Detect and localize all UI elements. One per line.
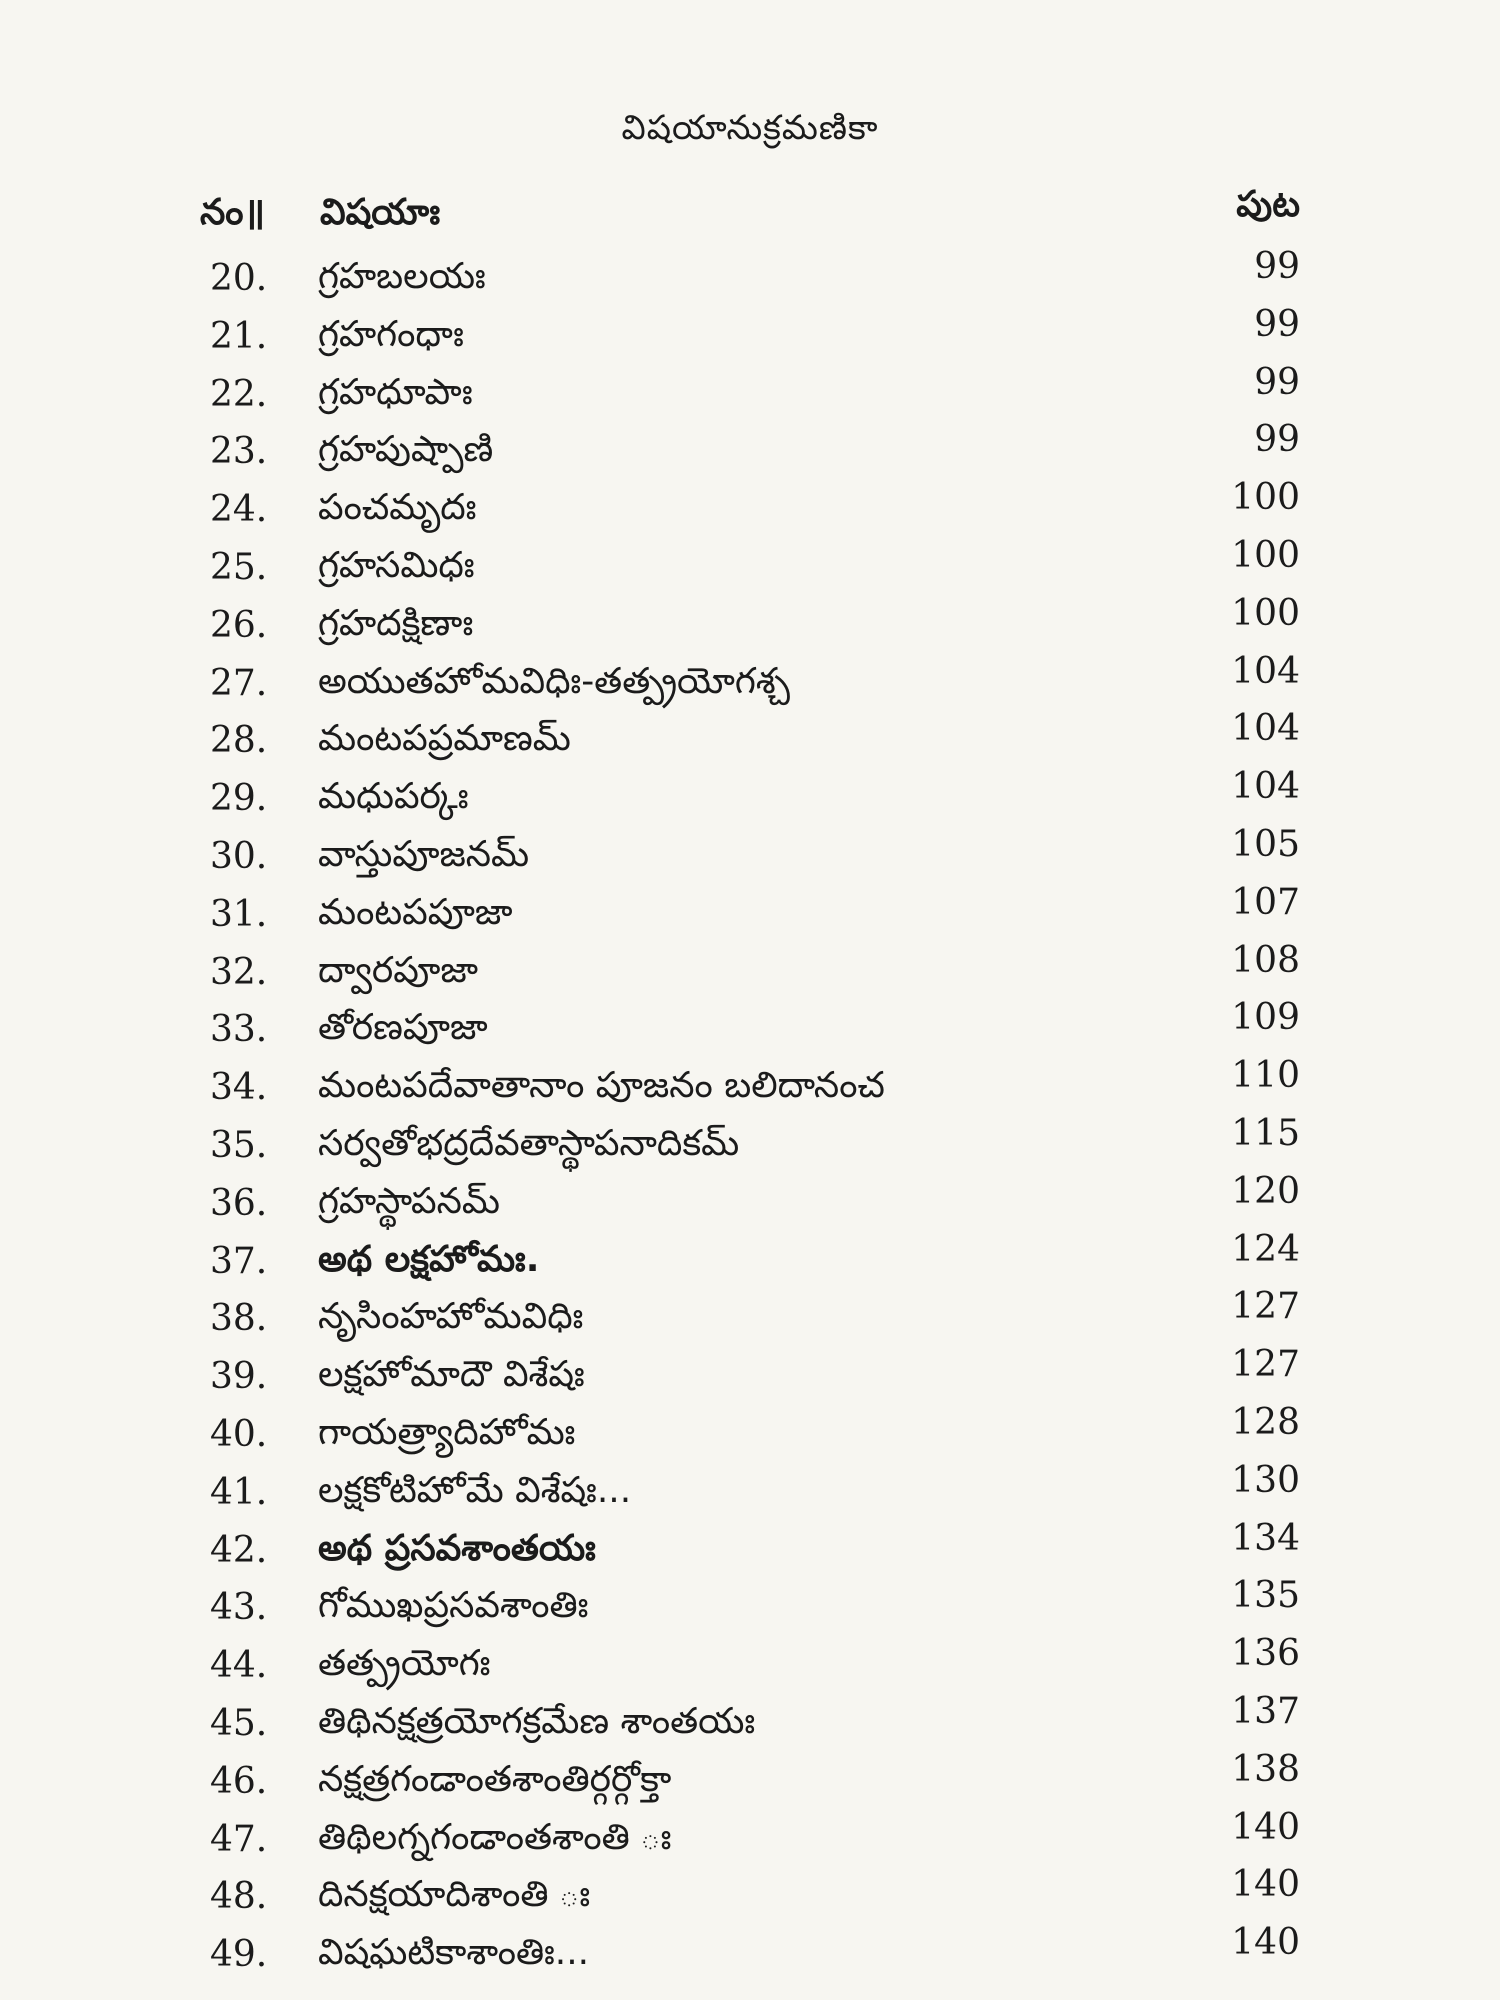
entry-subject: మంటపదేవాతానాం పూజనం బలిదానంచ [318, 1065, 885, 1107]
entry-number: 34. [210, 1067, 268, 1109]
entry-number: 29. [210, 778, 268, 820]
entry-number: 25. [210, 546, 268, 588]
entry-page-number: 138 [1231, 1748, 1300, 1790]
entry-subject: సర్వతోభద్రదేవతాస్థాపనాదికమ్ [318, 1122, 740, 1164]
entry-page-number: 128 [1231, 1401, 1300, 1443]
entry-subject: లక్షహోమాదౌ విశేషః [318, 1354, 585, 1396]
toc-entry [200, 1517, 1300, 1580]
section-heading: అథ ప్రసవశాంతయః [318, 1527, 596, 1569]
toc-entry [200, 1633, 1300, 1695]
entry-number: 20. [210, 258, 268, 299]
entry-subject: గాయత్ర్యాదిహోమః [318, 1411, 576, 1453]
entry-page-number: 99 [1254, 419, 1300, 461]
toc-entry [200, 1112, 1300, 1175]
toc-entry [200, 419, 1300, 481]
entry-page-number: 136 [1231, 1633, 1300, 1675]
entry-subject: అయుతహోమవిధిః-తత్ప్రయోగశ్చ [318, 660, 790, 702]
entry-subject: గ్రహస్థాపనమ్ [318, 1180, 501, 1222]
toc-entry [200, 1806, 1300, 1869]
entry-page-number: 99 [1254, 303, 1300, 345]
entry-page-number: 100 [1231, 534, 1300, 576]
entry-subject: గ్రహగంధాః [318, 313, 464, 355]
toc-entry [200, 1690, 1300, 1753]
entry-subject: గ్రహబలయః [318, 256, 486, 297]
toc-entry [200, 1575, 1300, 1637]
toc-entry [200, 303, 1300, 366]
toc-entry [200, 823, 1300, 886]
entry-subject: దినక్షయాదిశాంతి ః [318, 1874, 591, 1916]
entry-number: 41. [210, 1471, 268, 1513]
entry-number: 37. [210, 1240, 268, 1282]
entry-page-number: 104 [1231, 650, 1300, 692]
entry-page-number: 109 [1231, 997, 1300, 1039]
toc-entry [200, 592, 1300, 655]
toc-entry [200, 534, 1300, 597]
entry-number: 23. [210, 431, 268, 473]
entry-number: 33. [210, 1009, 268, 1051]
entry-subject: వాస్తుపూజనమ్ [318, 833, 530, 875]
entry-subject: మంటపప్రమాణమ్ [318, 718, 571, 760]
entry-subject: తోరణపూజా [318, 1007, 488, 1049]
entry-number: 35. [210, 1124, 268, 1166]
entry-subject: తిథిలగ్నగండాంతశాంతి ః [318, 1816, 672, 1858]
entry-page-number: 105 [1231, 823, 1300, 865]
entry-subject: గ్రహపుష్పాణి [318, 429, 494, 471]
toc-entry [200, 1401, 1300, 1464]
toc-entry [200, 1344, 1300, 1406]
toc-entry [200, 1459, 1300, 1522]
subject-column-header: విషయాః [320, 192, 441, 233]
toc-entry [200, 1864, 1300, 1926]
entry-page-number: 104 [1231, 708, 1300, 750]
entry-page-number: 140 [1231, 1864, 1300, 1906]
table-of-contents [200, 246, 1300, 1984]
entry-page-number: 140 [1231, 1806, 1300, 1848]
entry-number: 36. [210, 1182, 268, 1224]
toc-entry [200, 1055, 1300, 1117]
entry-page-number: 99 [1254, 246, 1300, 287]
toc-entry [200, 1228, 1300, 1291]
toc-entry [200, 997, 1300, 1059]
entry-page-number: 108 [1231, 939, 1300, 981]
entry-subject: పంచమృదః [318, 487, 477, 529]
toc-entry [200, 881, 1300, 944]
entry-number: 32. [210, 951, 268, 993]
entry-number: 46. [210, 1760, 268, 1802]
entry-page-number: 110 [1231, 1055, 1300, 1097]
entry-page-number: 135 [1231, 1575, 1300, 1617]
entry-number: 28. [210, 720, 268, 762]
entry-number: 22. [210, 373, 268, 415]
page-column-header: పుట [1236, 184, 1300, 225]
entry-page-number: 107 [1231, 881, 1300, 923]
entry-number: 38. [210, 1298, 268, 1340]
entry-number: 48. [210, 1876, 268, 1918]
entry-subject: గ్రహదక్షిణాః [318, 602, 474, 644]
entry-number: 30. [210, 835, 268, 877]
entry-subject: మధుపర్కః [318, 776, 469, 818]
entry-page-number: 120 [1231, 1170, 1300, 1212]
toc-entry [200, 1170, 1300, 1233]
entry-number: 31. [210, 893, 268, 935]
entry-subject: నృసింహహోమవిధిః [318, 1296, 584, 1338]
entry-number: 21. [210, 315, 268, 357]
entry-number: 43. [210, 1587, 268, 1629]
entry-number: 26. [210, 604, 268, 646]
entry-subject: మంటపపూజా [318, 891, 513, 933]
section-heading: అథ లక్షహోమః. [318, 1238, 540, 1280]
entry-page-number: 99 [1254, 361, 1300, 403]
toc-entry [200, 1922, 1300, 1984]
toc-entry [200, 361, 1300, 424]
entry-subject: గ్రహసమిధః [318, 544, 475, 586]
entry-page-number: 115 [1231, 1112, 1300, 1154]
entry-number: 47. [210, 1818, 268, 1860]
toc-entry [200, 1286, 1300, 1348]
entry-page-number: 130 [1231, 1459, 1300, 1501]
toc-entry [200, 650, 1300, 713]
entry-number: 39. [210, 1356, 268, 1398]
entry-subject: నక్షత్రగండాంతశాంతిర్గర్గోక్తా [318, 1758, 672, 1800]
entry-page-number: 127 [1231, 1344, 1300, 1386]
entry-page-number: 140 [1231, 1922, 1300, 1964]
entry-subject: లక్షకోటిహోమే విశేషః... [318, 1469, 632, 1511]
toc-entry [200, 477, 1300, 539]
entry-number: 49. [210, 1934, 268, 1976]
entry-subject: తత్ప్రయోగః [318, 1643, 491, 1685]
toc-entry [200, 1748, 1300, 1811]
entry-subject: గ్రహధూపాః [318, 371, 473, 413]
toc-entry [200, 246, 1300, 308]
toc-header-row [200, 184, 1300, 252]
entry-page-number: 100 [1231, 477, 1300, 519]
entry-subject: విషఘటికాశాంతిః... [318, 1932, 590, 1974]
entry-page-number: 100 [1231, 592, 1300, 634]
entry-number: 45. [210, 1702, 268, 1744]
number-column-header: నం॥ [200, 192, 266, 233]
toc-entry [200, 766, 1300, 828]
entry-page-number: 137 [1231, 1690, 1300, 1732]
entry-number: 27. [210, 662, 268, 704]
entry-subject: తిథినక్షత్రయోగక్రమేణ శాంతయః [318, 1700, 756, 1742]
entry-subject: గోముఖప్రసవశాంతిః [318, 1585, 589, 1627]
page-title: విషయానుక్రమణికా [621, 108, 879, 148]
toc-entry [200, 939, 1300, 1002]
entry-number: 24. [210, 489, 268, 531]
toc-entry [200, 708, 1300, 770]
entry-number: 44. [210, 1645, 268, 1687]
entry-page-number: 127 [1231, 1286, 1300, 1328]
entry-page-number: 134 [1231, 1517, 1300, 1559]
entry-page-number: 104 [1231, 766, 1300, 808]
entry-number: 40. [210, 1413, 268, 1455]
entry-number: 42. [210, 1529, 268, 1571]
entry-page-number: 124 [1231, 1228, 1300, 1270]
entry-subject: ద్వారపూజా [318, 949, 479, 991]
